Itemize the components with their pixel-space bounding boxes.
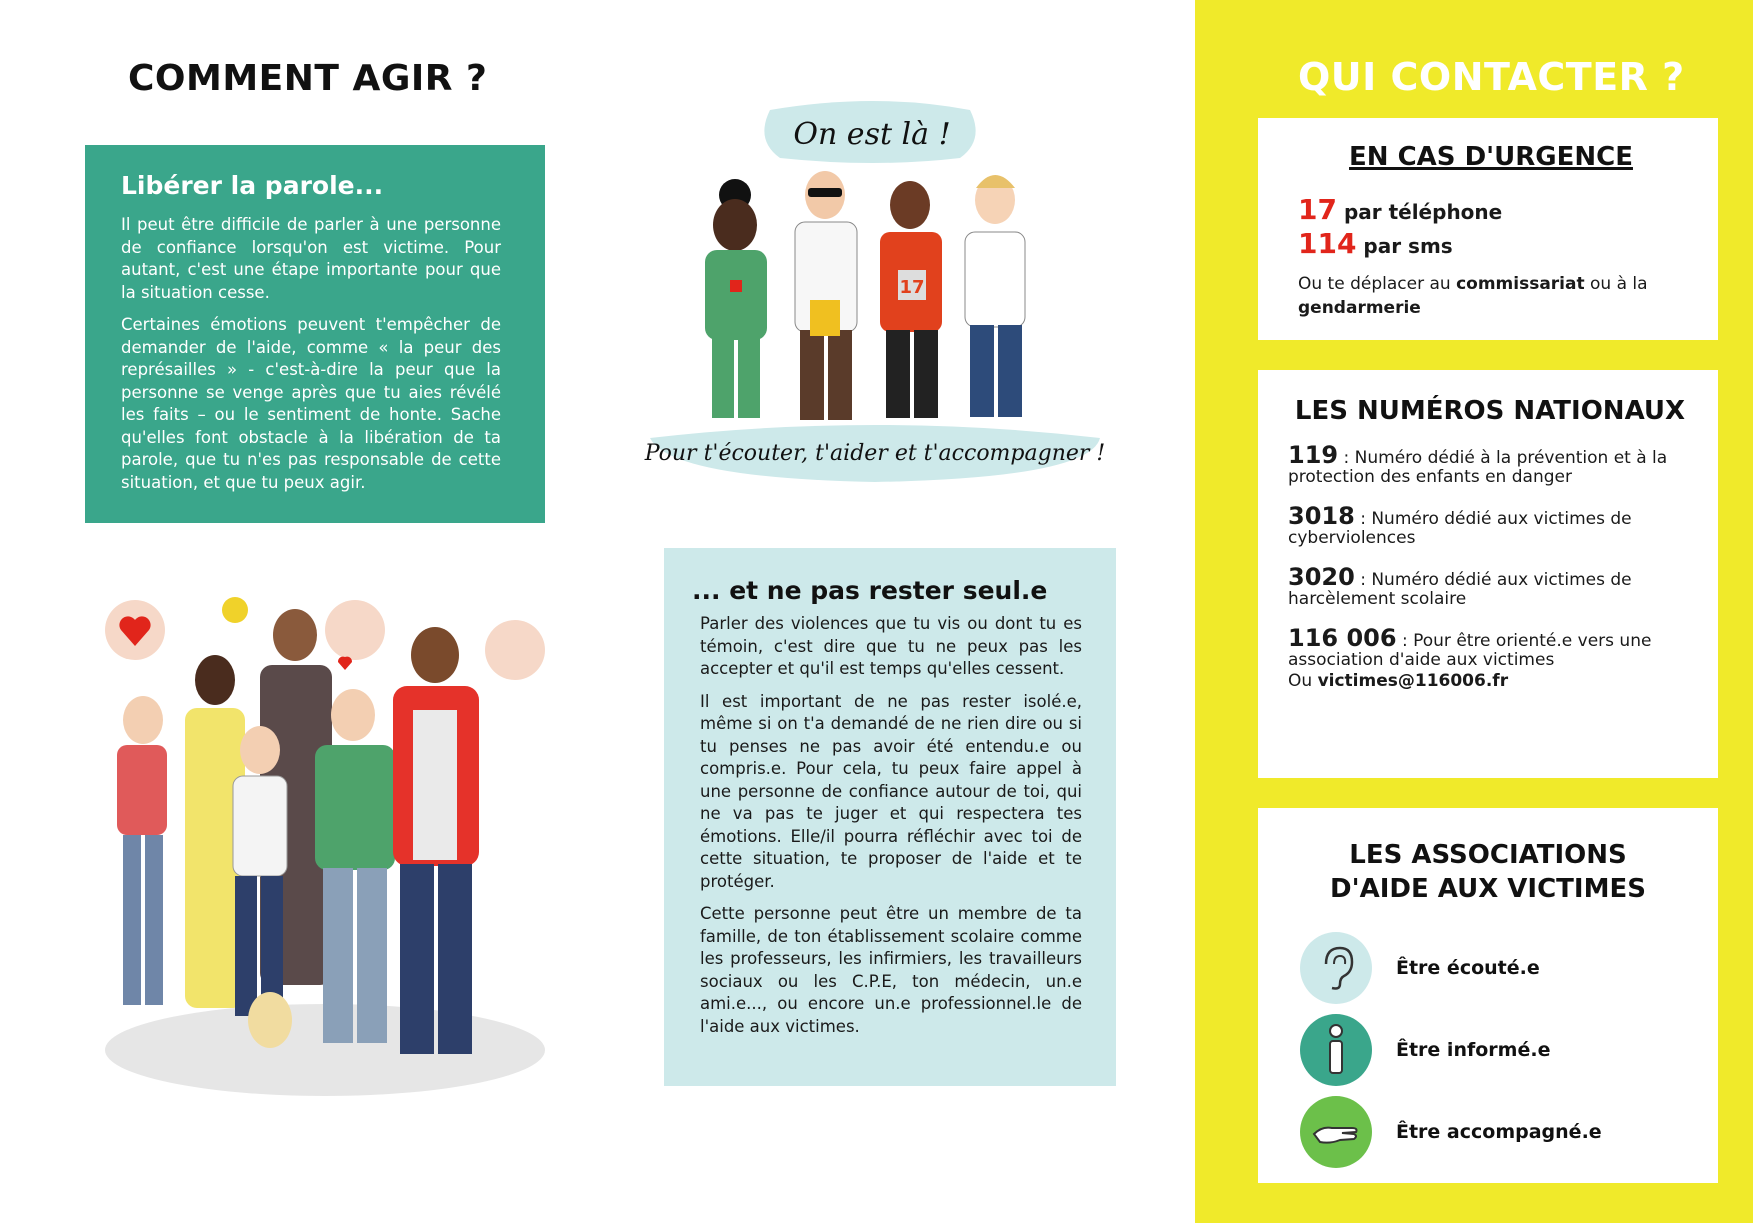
ok-hand-bubble-icon (485, 620, 545, 680)
page-title: COMMENT AGIR ? (128, 58, 488, 99)
liberer-parole-box (85, 145, 545, 523)
sms-label: par sms (1363, 234, 1453, 258)
info-icon (1300, 1014, 1372, 1086)
phone-label: par téléphone (1343, 200, 1503, 224)
numero-description: : Numéro dédié aux victimes de harcèlement scolaire (1288, 570, 1632, 609)
numero-item (1288, 624, 1692, 691)
seul-paragraph-3: Cette personne peut être un membre de ta famille, de ton établissement scolaire comme les professeurs, les infirmiers, les travailleurs sociaux ou les C.P.E, ton médecin, un.e ami.e..., ou encore un.e professionnel.le de l'aide aux victimes. (700, 904, 1082, 1036)
associations-card (1258, 808, 1718, 1183)
numero-description: : Numéro dédié aux victimes de cyberviolences (1288, 509, 1632, 548)
email-link[interactable]: victimes@116006.fr (1317, 671, 1509, 691)
numero-value[interactable]: 119 (1288, 441, 1339, 469)
liberer-parole-paragraph-1: Il peut être difficile de parler à une personne de confiance lorsqu'on est victime. Pour autant, c'est une étape importante pour que la situation cesse. (121, 215, 501, 302)
person-nurse (705, 179, 767, 418)
urgence-note: Ou te déplacer au commissariat ou à la gendarmerie (1298, 274, 1648, 318)
liberer-parole-paragraph-2: Certaines émotions peuvent t'empêcher de demander de l'aide, comme « la peur des représailles » - c'est-à-dire la peur que la personne se venge après que tu aies révélé les faits – ou le sentiment de honte. Sache qu'elles font obstacle à la libération de ta parole, que tu n'es pas responsable de cette situation, et que tu peux agir. (121, 315, 501, 492)
email-line: Ou victimes@116006.fr (1288, 671, 1509, 691)
small-heart-icon (338, 657, 352, 670)
ne-pas-rester-seul-heading: ... et ne pas rester seul.e (692, 576, 1048, 605)
assoc-label: Être accompagné.e (1396, 1121, 1602, 1143)
speech-text-bottom: Pour t'écouter, t'aider et t'accompagner ! (644, 441, 1106, 466)
phone-number[interactable]: 17 (1298, 193, 1337, 226)
assoc-label: Être écouté.e (1396, 957, 1540, 979)
numeros-heading: LES NUMÉROS NATIONAUX (1294, 396, 1686, 426)
numero-value[interactable]: 3018 (1288, 502, 1355, 530)
assoc-label: Être informé.e (1396, 1039, 1551, 1061)
seul-paragraph-2: Il est important de ne pas rester isolé.e, même si on t'a demandé de ne rien dire ou si tu penses ne pas avoir été entendu.e ou compris.e. Pour cela, tu peux faire appel à une personne de confiance autour de toi, qui ne va pas te juger et qui respectera tes émotions. Elle/il pourra réfléchir avec toi de cette situation, te proposer de l'aide et te protéger. (700, 691, 1082, 891)
numero-description: : Numéro dédié à la prévention et à la protection des enfants en danger (1288, 448, 1668, 487)
contact-title: QUI CONTACTER ? (1298, 55, 1685, 99)
person-glasses (795, 171, 857, 420)
group-hug-illustration (95, 580, 555, 1100)
liberer-parole-heading: Libérer la parole... (121, 171, 384, 200)
urgence-card (1258, 118, 1718, 340)
assoc-item-ecoute (1288, 932, 1688, 1004)
associations-heading: LES ASSOCIATIONS D'AIDE AUX VICTIMES (1330, 840, 1646, 904)
numero-value[interactable]: 116 006 (1288, 624, 1397, 652)
shirt-number: 17 (899, 277, 925, 298)
numeros-card (1258, 370, 1718, 778)
person-red-shirt (880, 181, 942, 418)
numero-item (1288, 441, 1692, 487)
sms-line (1298, 228, 1684, 262)
phone-line (1298, 194, 1684, 228)
numero-item (1288, 563, 1692, 609)
ear-icon (1300, 932, 1372, 1004)
smiley-icon (222, 597, 248, 623)
seul-paragraph-1: Parler des violences que tu vis ou dont tu es témoin, c'est dire que tu ne peux pas les accepter et qu'il est temps qu'elles cessent. (700, 614, 1082, 678)
sms-number[interactable]: 114 (1298, 227, 1357, 260)
hand-icon (1300, 1096, 1372, 1168)
helpers-illustration (640, 100, 1110, 490)
speech-text-top: On est là ! (793, 117, 951, 152)
assoc-item-information (1288, 1014, 1688, 1086)
person-volunteer (965, 175, 1025, 417)
numero-item (1288, 502, 1692, 548)
numero-description: : Pour être orienté.e vers une association d'aide aux victimes (1288, 631, 1652, 670)
assoc-item-accompagnement (1288, 1096, 1688, 1168)
urgence-heading: EN CAS D'URGENCE (1349, 142, 1633, 172)
family-figures (117, 609, 479, 1054)
ne-pas-rester-seul-box (664, 548, 1116, 1086)
strength-bubble-icon (325, 600, 385, 660)
cat (248, 992, 292, 1048)
numero-value[interactable]: 3020 (1288, 563, 1355, 591)
